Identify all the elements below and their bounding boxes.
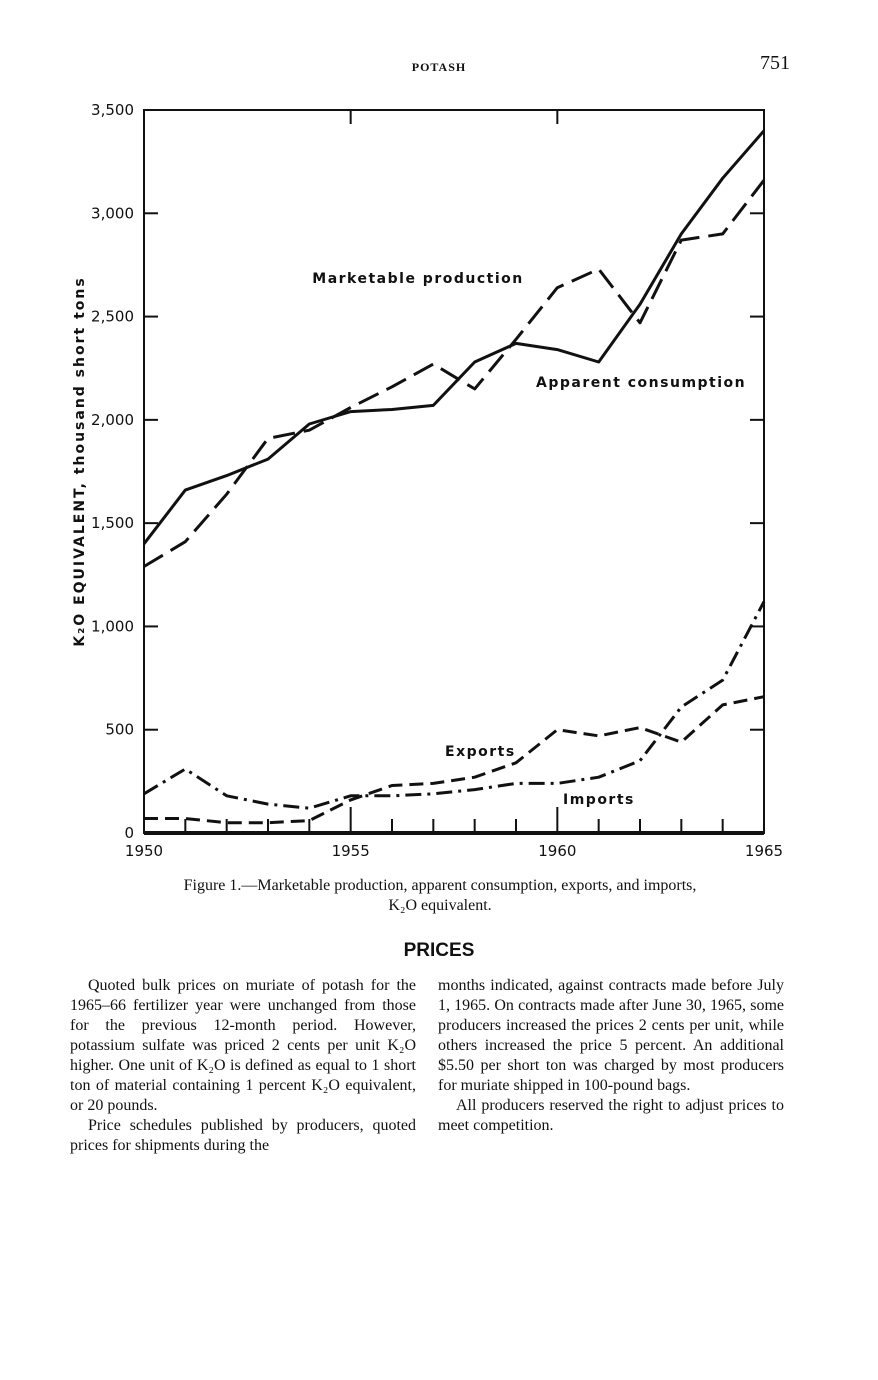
- x-tick-label: 1950: [124, 842, 164, 860]
- series-label-apparent-consumption: Apparent consumption: [536, 375, 747, 391]
- paragraph-1: Quoted bulk prices on muriate of potash for the 1965–66 fertilizer year were unchanged from those for the previous 12-month period. However, potassium sulfate was priced 2 cents per unit K₂O higher. One unit of K₂O is defined as equal to 1 short ton of material containing 1 percent K₂O equivalent, or 20 pounds.: [70, 977, 416, 1114]
- page-number: 751: [760, 52, 790, 74]
- y-axis-label: K₂O EQUIVALENT, thousand short tons: [72, 276, 88, 647]
- series-line-imports: [144, 602, 764, 809]
- caption-line-1: Figure 1.—Marketable production, apparent consumption, exports, and imports,: [183, 877, 697, 894]
- series-label-imports: Imports: [563, 792, 635, 808]
- y-tick-label: 1,000: [91, 617, 134, 636]
- running-head: POTASH: [411, 60, 467, 74]
- y-tick-label: 500: [105, 720, 134, 739]
- series-label-marketable-production: Marketable production: [312, 271, 524, 287]
- y-tick-label: 3,500: [91, 101, 134, 119]
- figure-chart: [0, 90, 878, 870]
- y-tick-label: 3,000: [91, 204, 134, 223]
- text-column-left: [70, 976, 416, 1156]
- paragraph-2: Price schedules published by producers, quoted prices for shipments during the: [70, 1117, 416, 1154]
- section-heading: PRICES: [403, 940, 475, 961]
- caption-line-2: K₂O equivalent.: [388, 897, 492, 914]
- x-tick-label: 1955: [331, 842, 370, 860]
- y-tick-label: 0: [124, 824, 134, 842]
- paragraph-2-continued: months indicated, against contracts made before July 1, 1965. On contracts made after June 30, 1965, some producers increased the prices 2 cents per unit, while others increased the price 5 percent. An additional $5.50 per short ton was charged by most producers for muriate shipped in 100-pound bags.: [438, 977, 784, 1094]
- y-tick-label: 2,000: [91, 410, 134, 429]
- series-line-marketable-production: [144, 180, 764, 566]
- x-tick-label: 1960: [538, 842, 577, 860]
- y-tick-label: 2,500: [91, 307, 134, 326]
- x-tick-label: 1965: [744, 842, 784, 860]
- text-column-right: [438, 976, 784, 1136]
- y-tick-label: 1,500: [91, 514, 134, 533]
- series-label-exports: Exports: [445, 744, 516, 760]
- paragraph-3: All producers reserved the right to adjust prices to meet competition.: [438, 1097, 784, 1134]
- figure-caption: [90, 876, 790, 916]
